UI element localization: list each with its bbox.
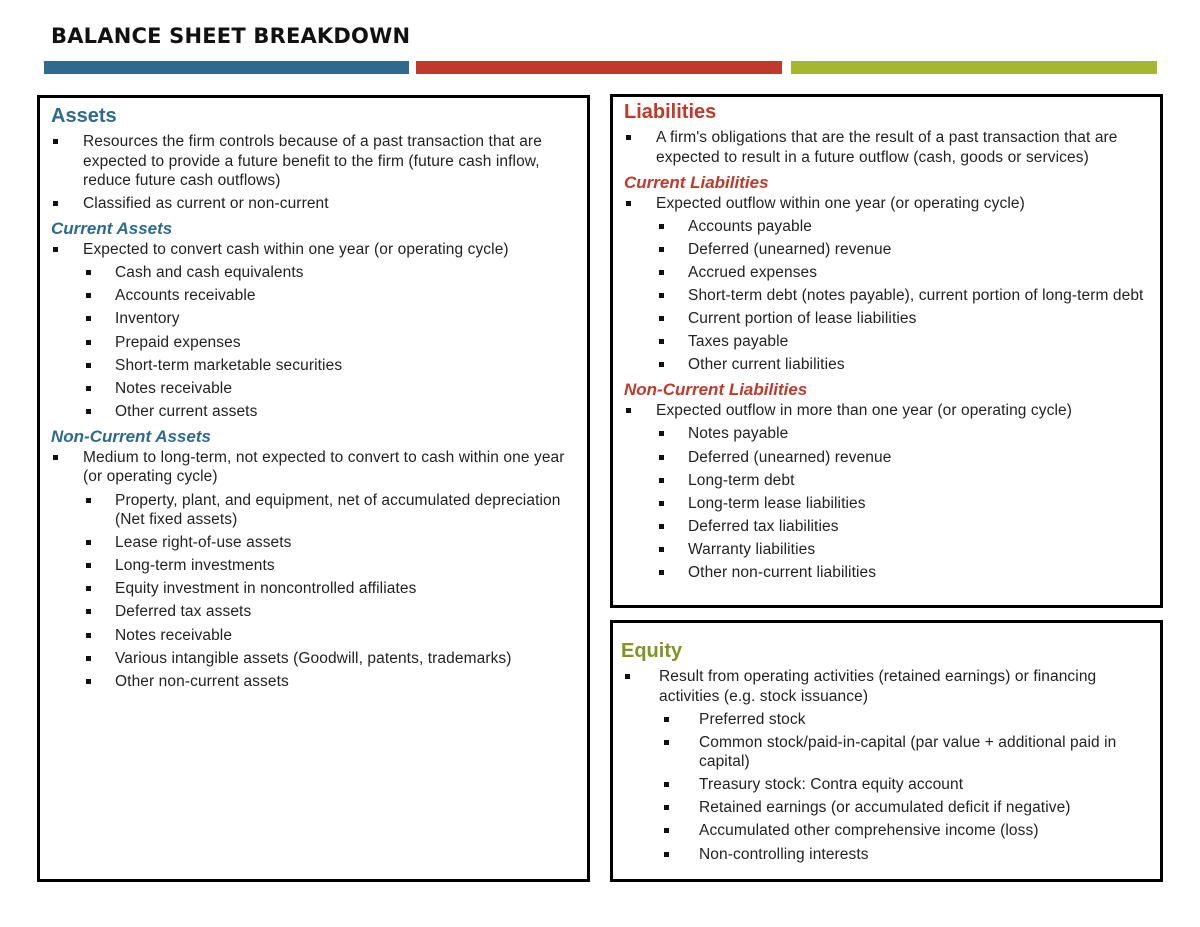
page-title: BALANCE SHEET BREAKDOWN (51, 24, 411, 48)
list-item: Expected outflow in more than one year (or operating cycle) (624, 401, 1150, 421)
current-assets-items (51, 263, 577, 421)
liabilities-title: Liabilities (624, 101, 717, 123)
list-item: Expected outflow within one year (or operating cycle) (624, 194, 1150, 214)
noncurrent-liabilities-lead-list (624, 401, 1150, 421)
liabilities-intro-list (624, 128, 1150, 167)
red-stripe (416, 61, 782, 74)
list-item: Expected to convert cash within one year (or operating cycle) (51, 240, 577, 260)
list-item: Other non-current liabilities (624, 563, 1150, 583)
current-liabilities-title: Current Liabilities (624, 172, 769, 192)
list-item: Short-term debt (notes payable), current portion of long-term debt (624, 286, 1150, 306)
list-item: Accrued expenses (624, 263, 1150, 283)
list-item: Current portion of lease liabilities (624, 309, 1150, 329)
noncurrent-assets-lead-list (51, 448, 577, 487)
list-item: Long-term debt (624, 471, 1150, 491)
list-item: Prepaid expenses (51, 333, 577, 353)
current-liabilities-lead-list (624, 194, 1150, 214)
list-item: Cash and cash equivalents (51, 263, 577, 283)
list-item: Deferred tax assets (51, 602, 577, 622)
list-item: Result from operating activities (retained earnings) or financing activities (e.g. stock issuance) (621, 667, 1150, 706)
current-liabilities-items (624, 217, 1150, 375)
equity-lead-list (621, 667, 1150, 706)
list-item: Lease right-of-use assets (51, 533, 577, 553)
list-item: A firm's obligations that are the result of a past transaction that are expected to result in a future outflow (cash, goods or services) (624, 128, 1150, 167)
list-item: Deferred (unearned) revenue (624, 448, 1150, 468)
list-item: Property, plant, and equipment, net of accumulated depreciation (Net fixed assets) (51, 491, 577, 530)
list-item: Accounts receivable (51, 286, 577, 306)
assets-title: Assets (51, 105, 117, 127)
list-item: Other current assets (51, 402, 577, 422)
list-item: Medium to long-term, not expected to convert to cash within one year (or operating cycle) (51, 448, 577, 487)
list-item: Deferred tax liabilities (624, 517, 1150, 537)
list-item: Inventory (51, 309, 577, 329)
green-stripe (791, 61, 1157, 74)
list-item: Deferred (unearned) revenue (624, 240, 1150, 260)
current-assets-lead-list (51, 240, 577, 260)
blue-stripe (44, 61, 409, 74)
list-item: Various intangible assets (Goodwill, patents, trademarks) (51, 649, 577, 669)
equity-title: Equity (621, 640, 683, 662)
list-item: Taxes payable (624, 332, 1150, 352)
assets-box (37, 95, 590, 882)
list-item: Notes payable (624, 424, 1150, 444)
list-item: Retained earnings (or accumulated deficit if negative) (621, 798, 1150, 818)
equity-items (621, 710, 1150, 864)
noncurrent-liabilities-title: Non-Current Liabilities (624, 380, 808, 400)
list-item: Non-controlling interests (621, 845, 1150, 865)
list-item: Notes receivable (51, 379, 577, 399)
list-item: Long-term lease liabilities (624, 494, 1150, 514)
list-item: Equity investment in noncontrolled affiliates (51, 579, 577, 599)
noncurrent-liabilities-items (624, 424, 1150, 582)
list-item: Other non-current assets (51, 672, 577, 692)
list-item: Common stock/paid-in-capital (par value + additional paid in capital) (621, 733, 1150, 772)
list-item: Resources the firm controls because of a past transaction that are expected to provide a future benefit to the firm (future cash inflow, reduce future cash outflows) (51, 132, 577, 191)
list-item: Short-term marketable securities (51, 356, 577, 376)
current-assets-title: Current Assets (51, 219, 173, 239)
list-item: Accounts payable (624, 217, 1150, 237)
list-item: Other current liabilities (624, 355, 1150, 375)
equity-box (610, 620, 1163, 882)
assets-intro-list (51, 132, 577, 214)
noncurrent-assets-items (51, 491, 577, 692)
list-item: Notes receivable (51, 626, 577, 646)
list-item: Classified as current or non-current (51, 194, 577, 214)
list-item: Preferred stock (621, 710, 1150, 730)
list-item: Treasury stock: Contra equity account (621, 775, 1150, 795)
list-item: Long-term investments (51, 556, 577, 576)
list-item: Accumulated other comprehensive income (loss) (621, 821, 1150, 841)
list-item: Warranty liabilities (624, 540, 1150, 560)
noncurrent-assets-title: Non-Current Assets (51, 426, 211, 446)
liabilities-box (610, 94, 1163, 608)
